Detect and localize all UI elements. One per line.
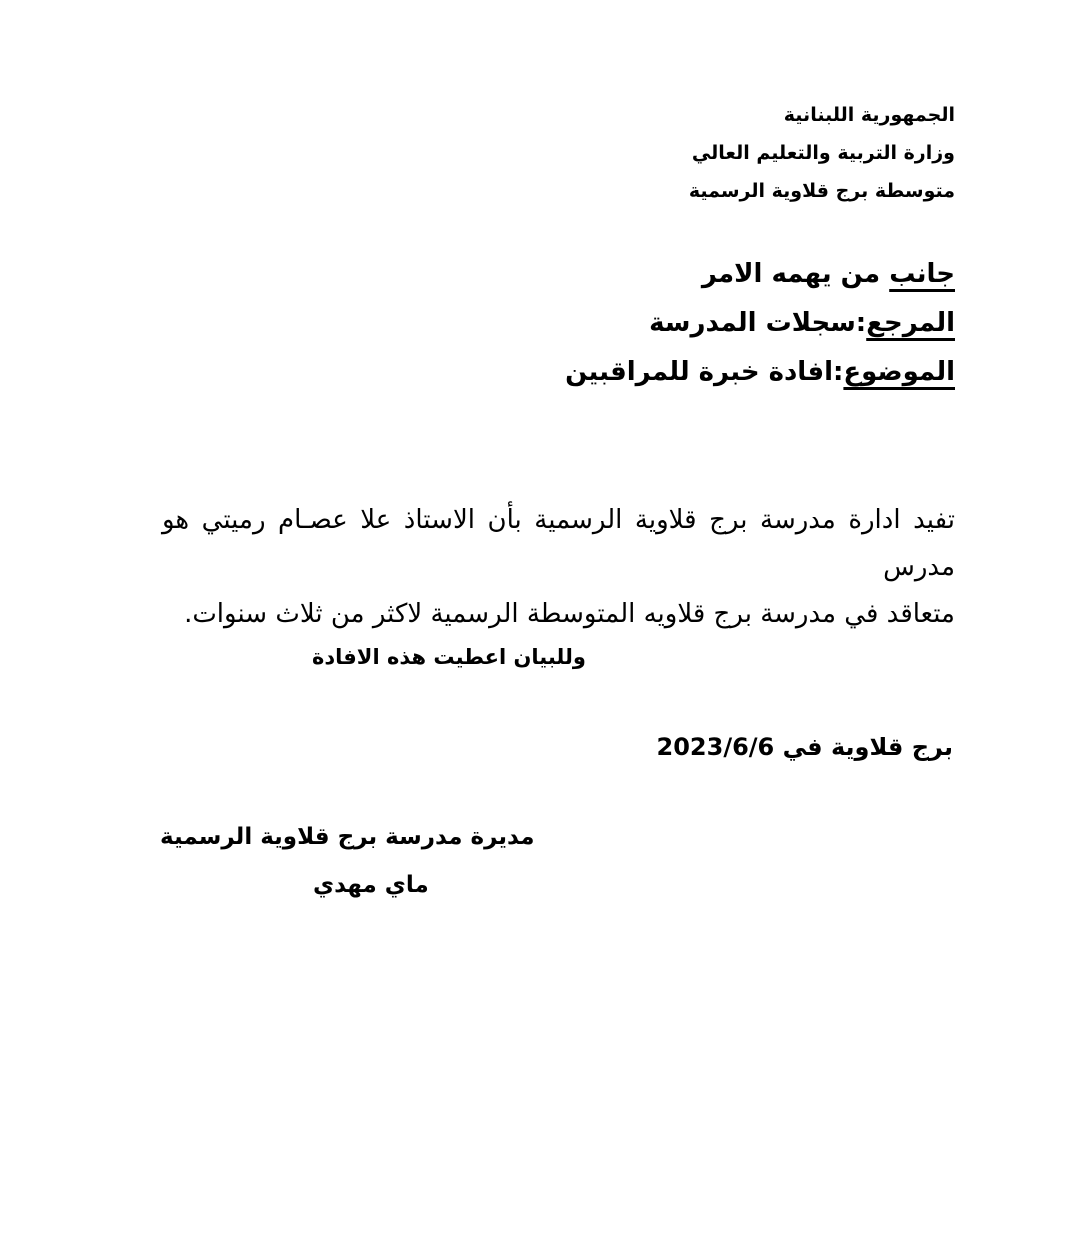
reference-label: المرجع [866, 308, 955, 338]
to-whom-label: جانب [889, 259, 955, 289]
signature-name: ماي مهدي [313, 872, 429, 898]
letterhead [689, 96, 955, 210]
subject-value: :افادة خبرة للمراقبين [565, 357, 844, 387]
to-whom-rest: من يهمه الامر [701, 259, 890, 289]
letterhead-republic: الجمهورية اللبنانية [783, 104, 955, 126]
body-line-2: متعاقد في مدرسة برج قلاويه المتوسطة الرسمية لاكثر من ثلاث سنوات. [184, 599, 955, 629]
subject-block [565, 250, 955, 397]
body-paragraph [162, 497, 955, 638]
place-date-line: برج قلاوية في 2023/6/6 [656, 733, 953, 761]
letterhead-school: متوسطة برج قلاوية الرسمية [688, 180, 955, 202]
signature-title: مديرة مدرسة برج قلاوية الرسمية [160, 824, 535, 850]
reference-line [565, 299, 955, 348]
to-whom-line [565, 250, 955, 299]
subject-line [565, 348, 955, 397]
closing-statement: وللبيان اعطيت هذه الافادة [312, 645, 586, 669]
subject-label: الموضوع [843, 357, 955, 387]
letterhead-ministry: وزارة التربية والتعليم العالي [691, 142, 955, 164]
reference-value: :سجلات المدرسة [649, 308, 867, 338]
body-line-1: تفيد ادارة مدرسة برج قلاوية الرسمية بأن الاستاذ علا عصـام رميتي هو مدرس [162, 505, 955, 582]
